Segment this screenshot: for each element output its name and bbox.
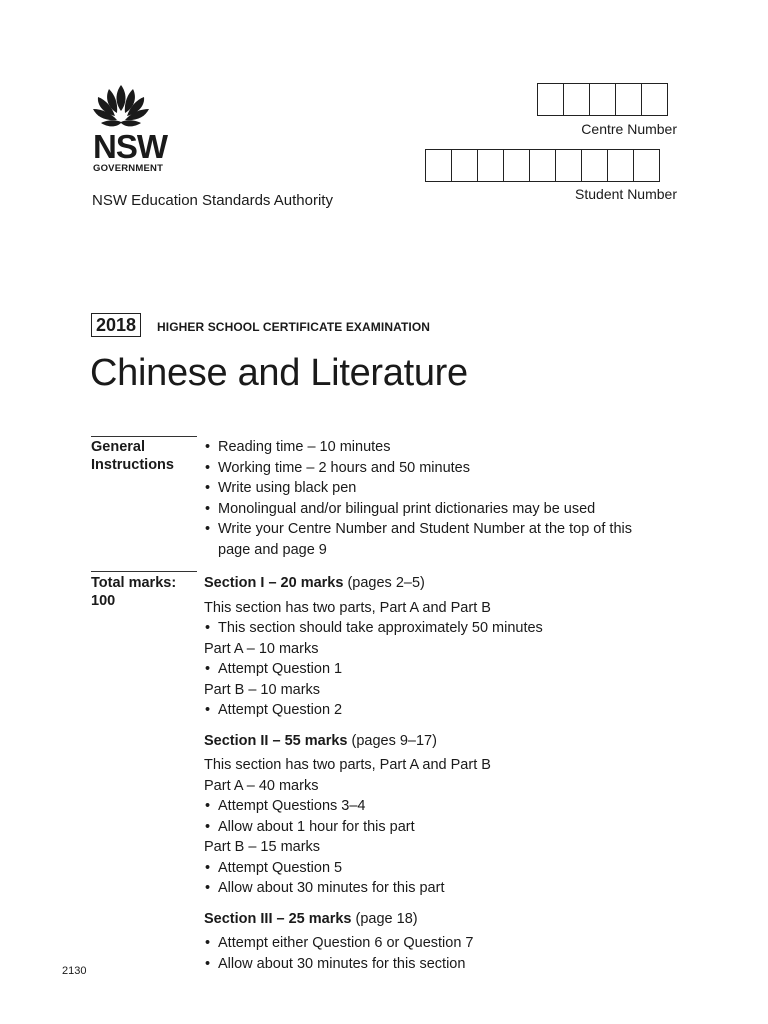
digit-box[interactable] — [641, 83, 668, 116]
digit-box[interactable] — [633, 149, 660, 182]
section-line: Part B – 15 marks — [204, 839, 321, 855]
section-bullet: • Attempt either Question 6 or Question 7 — [204, 933, 664, 954]
section-heading: Section III – 25 marks (page 18) — [204, 910, 418, 927]
digit-box[interactable] — [615, 83, 642, 116]
digit-box[interactable] — [607, 149, 634, 182]
paper-code: 2130 — [62, 965, 87, 977]
section-line: This section has two parts, Part A and Part B — [204, 599, 491, 616]
digit-box[interactable] — [581, 149, 608, 182]
section-bullet: • This section should take approximately 50 minutes — [204, 618, 664, 639]
centre-number-boxes[interactable] — [538, 83, 668, 116]
instruction-item: • Reading time – 10 minutes — [204, 437, 664, 458]
student-number-boxes[interactable] — [426, 149, 660, 182]
sections-list — [204, 573, 664, 974]
digit-box[interactable] — [451, 149, 478, 182]
exam-title: HIGHER SCHOOL CERTIFICATE EXAMINATION — [157, 320, 431, 334]
general-divider — [91, 436, 197, 437]
section-bullet: • Attempt Questions 3–4 — [204, 796, 664, 817]
digit-box[interactable] — [529, 149, 556, 182]
authority-name: NSW Education Standards Authority — [92, 192, 333, 209]
section-bullet: • Attempt Question 1 — [204, 659, 664, 680]
waratah-flower-icon — [91, 83, 151, 131]
digit-box[interactable] — [425, 149, 452, 182]
section-bullet: • Allow about 1 hour for this part — [204, 817, 664, 838]
section-bullet: • Attempt Question 5 — [204, 858, 664, 879]
total-marks-label: Total marks: 100 — [91, 575, 177, 609]
instruction-item: • Monolingual and/or bilingual print dictionaries may be used — [204, 499, 664, 520]
digit-box[interactable] — [477, 149, 504, 182]
section-line: Part A – 10 marks — [204, 640, 319, 657]
centre-number-label: Centre Number — [581, 121, 677, 137]
total-divider — [91, 571, 197, 572]
general-instructions-label: General Instructions — [91, 439, 174, 473]
general-instructions-list — [204, 437, 664, 560]
instruction-item: • Working time – 2 hours and 50 minutes — [204, 458, 664, 479]
instruction-item: • Write your Centre Number and Student Number at the top of this page and page 9 — [204, 519, 664, 560]
section-heading: Section II – 55 marks (pages 9–17) — [204, 732, 437, 749]
nsw-logo-government: GOVERNMENT — [93, 163, 164, 174]
section-line: Part B – 10 marks — [204, 681, 321, 698]
digit-box[interactable] — [503, 149, 530, 182]
digit-box[interactable] — [555, 149, 582, 182]
digit-box[interactable] — [563, 83, 590, 116]
digit-box[interactable] — [537, 83, 564, 116]
section-bullet: • Allow about 30 minutes for this section — [204, 954, 664, 975]
section-bullet: • Allow about 30 minutes for this part — [204, 878, 664, 899]
instruction-item: • Write using black pen — [204, 478, 664, 499]
section-heading: Section I – 20 marks (pages 2–5) — [204, 575, 425, 591]
section-bullet: • Attempt Question 2 — [204, 700, 664, 721]
subject-title: Chinese and Literature — [90, 352, 468, 394]
exam-year: 2018 — [91, 313, 141, 337]
student-number-label: Student Number — [575, 186, 677, 202]
nsw-logo-word: NSW — [93, 128, 167, 165]
digit-box[interactable] — [589, 83, 616, 116]
section-line: Part A – 40 marks — [204, 777, 319, 794]
section-line: This section has two parts, Part A and Part B — [204, 757, 491, 773]
